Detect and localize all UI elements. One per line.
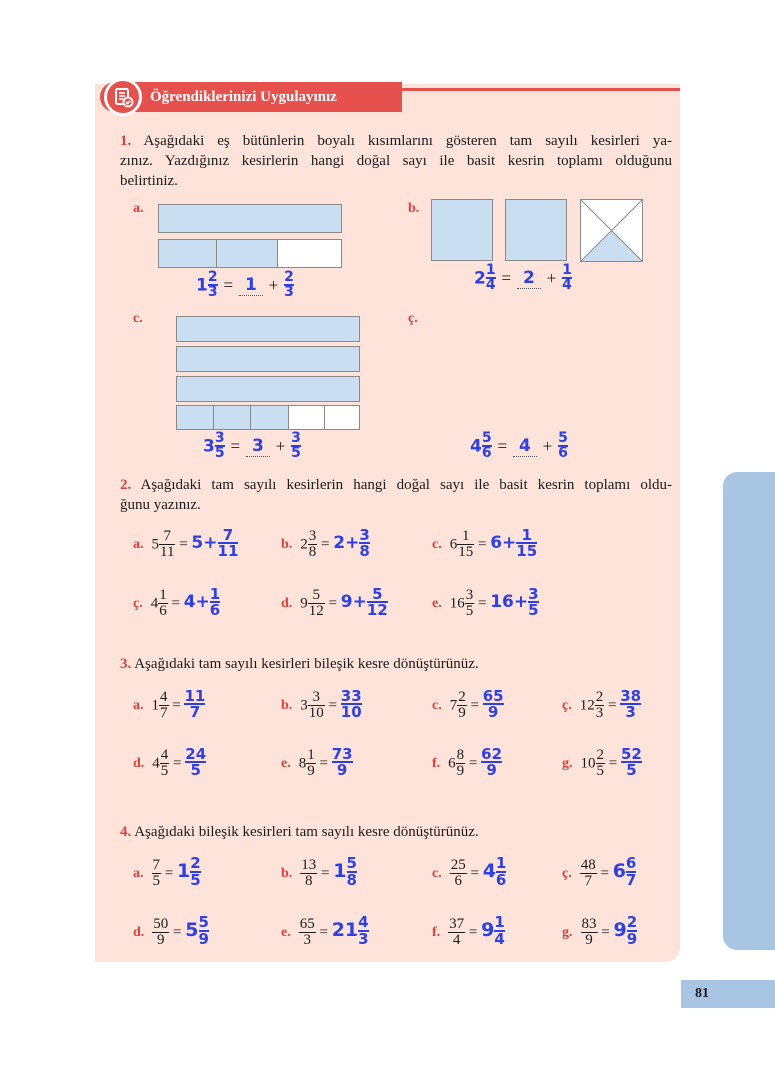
q1c-part-4 xyxy=(288,405,325,430)
q3-item-2: c. 7 $\frac{2}{9}$ = $\frac{65}{9}$ xyxy=(432,686,504,722)
page-number: 81 xyxy=(695,986,709,1001)
q4-item-2: c. $\frac{25}{6}$ = 4 $\frac{1}{6}$ xyxy=(432,854,507,890)
q2-number: 2. xyxy=(120,477,132,493)
q2-item-1: b. 2 $\frac{3}{8}$ = 2+ $\frac{3}{8}$ xyxy=(281,525,370,561)
q2-item-3: ç. 4 $\frac{1}{6}$ = 4+ $\frac{1}{6}$ xyxy=(133,584,221,620)
q2-line-1: 2. Aşağıdaki tam sayılı kesirlerin hangi doğal sayı ile basit kesrin toplamı oldu- xyxy=(120,477,672,493)
q3-item-5: e. 8 $\frac{1}{9}$ = $\frac{73}{9}$ xyxy=(281,744,353,780)
q1b-square-1 xyxy=(431,199,493,261)
q4-item-4: d. $\frac{50}{9}$ = 5 $\frac{5}{9}$ xyxy=(133,913,209,949)
q1a-label: a. xyxy=(133,201,144,216)
q4-item-5: e. $\frac{65}{3}$ = 21 $\frac{4}{3}$ xyxy=(281,913,369,949)
q2-item-5: e. 16 $\frac{3}{5}$ = 16+ $\frac{3}{5}$ xyxy=(432,584,539,620)
q4-item-0: a. $\frac{7}{5}$ = 1 $\frac{2}{5}$ xyxy=(133,854,201,890)
q3-item-6: f. 6 $\frac{8}{9}$ = $\frac{62}{9}$ xyxy=(432,744,503,780)
q1c-bar-2 xyxy=(176,346,360,372)
q2-item-0: a. 5 $\frac{7}{11}$ = 5+ $\frac{7}{11}$ xyxy=(133,525,239,561)
q1a-part-2 xyxy=(216,239,278,268)
q1a-part-3 xyxy=(277,239,342,268)
q4-item-1: b. $\frac{13}{8}$ = 1 $\frac{5}{8}$ xyxy=(281,854,357,890)
q1b-label: b. xyxy=(408,201,420,216)
q1c-bar-3 xyxy=(176,376,360,402)
q1-number: 1. xyxy=(120,133,132,149)
q1c-bar-1 xyxy=(176,316,360,342)
q3-item-3: ç. 12 $\frac{2}{3}$ = $\frac{38}{3}$ xyxy=(562,686,642,722)
q3-number: 3. xyxy=(120,656,132,672)
q1a-part-1 xyxy=(158,239,217,268)
q2-item-4: d. 9 $\frac{5}{12}$ = 9+ $\frac{5}{12}$ xyxy=(281,584,388,620)
side-tab xyxy=(723,472,775,950)
q3-text: 3. Aşağıdaki tam sayılı kesirleri bileşik kesre dönüştürünüz. xyxy=(120,656,479,672)
q1c-answer: 3 $\frac{3}{5}$ = 3 + $\frac{3}{5}$ xyxy=(203,430,301,462)
q1-line-2: zınız. Yazdığınız kesirlerin hangi doğal sayı ile basit kesrin toplamı olduğunu xyxy=(120,153,672,169)
q4-item-3: ç. $\frac{48}{7}$ = 6 $\frac{6}{7}$ xyxy=(562,854,637,890)
q4-text: 4. Aşağıdaki bileşik kesirleri tam sayılı kesre dönüştürünüz. xyxy=(120,824,479,840)
q2-text xyxy=(120,475,672,515)
section-title: Öğrendiklerinizi Uygulayınız xyxy=(150,89,337,105)
q1c-part-1 xyxy=(176,405,214,430)
q1cc-answer: 4 $\frac{5}{6}$ = 4 + $\frac{5}{6}$ xyxy=(470,430,568,462)
header-icon-circle xyxy=(104,78,142,116)
q1a-answer: 1 $\frac{2}{3}$ = 1 + $\frac{2}{3}$ xyxy=(196,269,294,301)
q1c-part-5 xyxy=(324,405,360,430)
checklist-icon xyxy=(107,81,139,113)
q1c-part-3 xyxy=(250,405,289,430)
q1-text xyxy=(120,131,672,191)
q2-line-2: ğunu yazınız. xyxy=(120,497,201,513)
q3-item-4: d. 4 $\frac{4}{5}$ = $\frac{24}{5}$ xyxy=(133,744,207,780)
q1c-label: c. xyxy=(133,311,143,326)
q3-item-7: g. 10 $\frac{2}{5}$ = $\frac{52}{5}$ xyxy=(562,744,642,780)
q1c-part-2 xyxy=(213,405,251,430)
q4-item-6: f. $\frac{37}{4}$ = 9 $\frac{1}{4}$ xyxy=(432,913,505,949)
q3-item-0: a. 1 $\frac{4}{7}$ = $\frac{11}{7}$ xyxy=(133,686,206,722)
q1b-square-3 xyxy=(580,199,643,262)
q1a-whole-bar xyxy=(158,204,342,233)
q4-number: 4. xyxy=(120,824,132,840)
q2-item-2: c. 6 $\frac{1}{15}$ = 6+ $\frac{1}{15}$ xyxy=(432,525,538,561)
header-rule xyxy=(402,88,680,91)
q1b-answer: 2 $\frac{1}{4}$ = 2 + $\frac{1}{4}$ xyxy=(474,262,572,294)
q1b-square-2 xyxy=(505,199,567,261)
q3-item-1: b. 3 $\frac{3}{10}$ = $\frac{33}{10}$ xyxy=(281,686,362,722)
q1cc-label: ç. xyxy=(408,311,418,326)
q4-item-7: g. $\frac{83}{9}$ = 9 $\frac{2}{9}$ xyxy=(562,913,638,949)
q1-line-3: belirtiniz. xyxy=(120,173,178,189)
q1-line-1: 1. Aşağıdaki eş bütünlerin boyalı kısımlarını gösteren tam sayılı kesirleri ya- xyxy=(120,133,672,149)
